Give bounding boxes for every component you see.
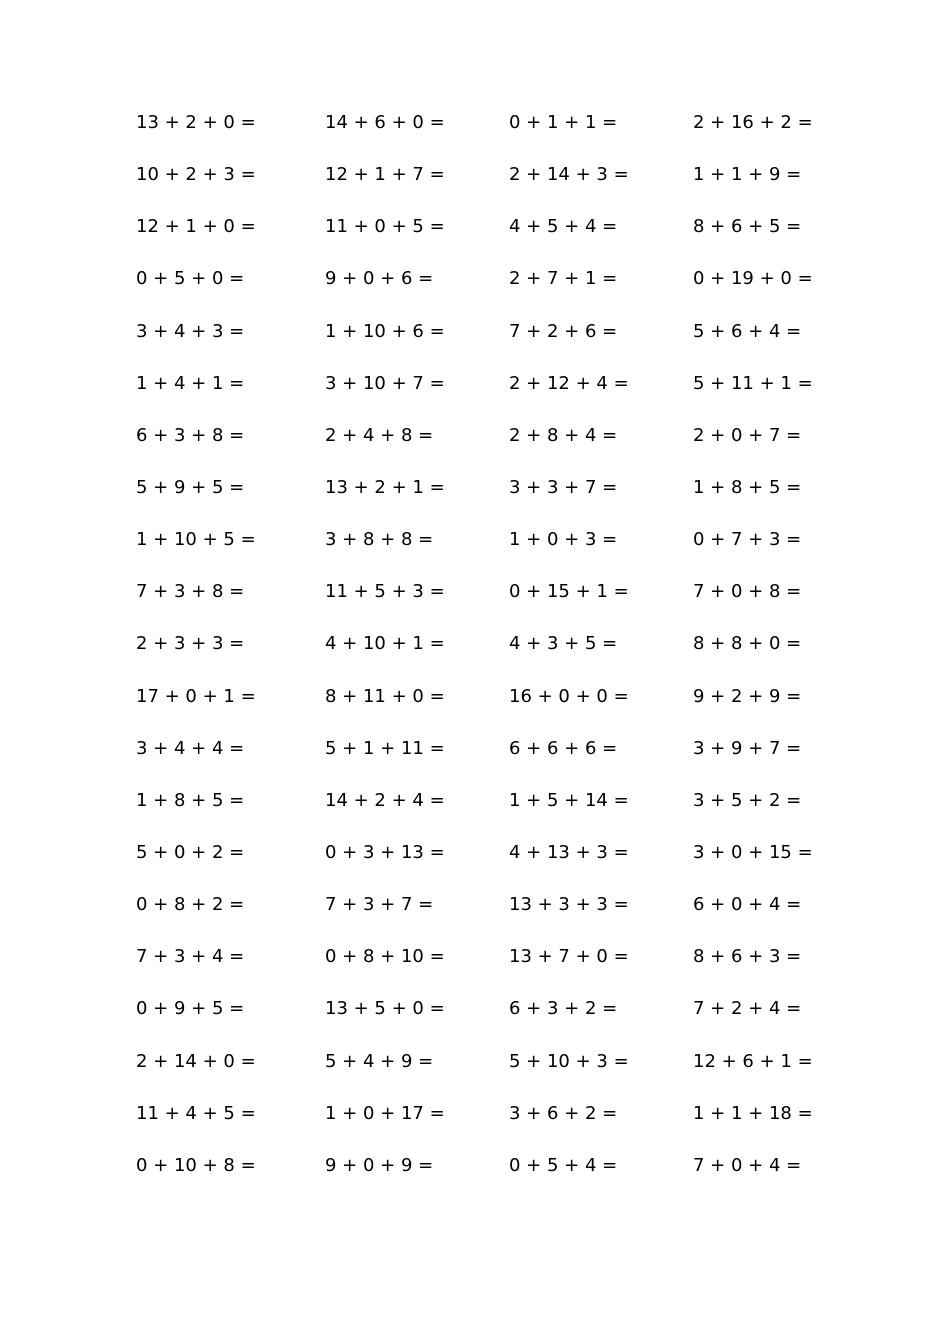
math-problem: 2 + 0 + 7 =: [693, 424, 802, 446]
math-problem: 0 + 8 + 10 =: [325, 946, 445, 968]
math-problem: 11 + 5 + 3 =: [325, 581, 445, 603]
math-problem: 2 + 4 + 8 =: [325, 424, 434, 446]
math-problem: 1 + 8 + 5 =: [693, 476, 802, 498]
math-problem: 1 + 5 + 14 =: [509, 789, 629, 811]
math-problem: 7 + 0 + 8 =: [693, 581, 802, 603]
math-problem: 2 + 12 + 4 =: [509, 372, 629, 394]
math-problem: 4 + 5 + 4 =: [509, 216, 618, 238]
math-problem: 17 + 0 + 1 =: [136, 685, 256, 707]
math-problem: 11 + 0 + 5 =: [325, 216, 445, 238]
math-problem: 4 + 10 + 1 =: [325, 633, 445, 655]
math-problem: 14 + 6 + 0 =: [325, 112, 445, 133]
math-problem: 1 + 4 + 1 =: [136, 372, 245, 394]
math-problem: 3 + 8 + 8 =: [325, 529, 434, 551]
math-problem: 14 + 2 + 4 =: [325, 789, 445, 811]
math-problem: 9 + 2 + 9 =: [693, 685, 802, 707]
math-problem: 6 + 3 + 2 =: [509, 998, 618, 1020]
math-problem: 5 + 10 + 3 =: [509, 1050, 629, 1072]
math-problem: 4 + 13 + 3 =: [509, 841, 629, 863]
math-problem: 8 + 11 + 0 =: [325, 685, 445, 707]
math-problem: 1 + 10 + 6 =: [325, 320, 445, 342]
math-problem: 1 + 0 + 3 =: [509, 529, 618, 551]
math-problem: 3 + 4 + 4 =: [136, 737, 245, 759]
math-problem: 9 + 0 + 9 =: [325, 1154, 434, 1176]
math-problem: 10 + 2 + 3 =: [136, 164, 256, 186]
math-problem: 2 + 7 + 1 =: [509, 268, 618, 290]
math-problem: 13 + 2 + 0 =: [136, 112, 256, 133]
math-problem: 1 + 8 + 5 =: [136, 789, 245, 811]
math-problem: 8 + 6 + 5 =: [693, 216, 802, 238]
math-problem: 0 + 15 + 1 =: [509, 581, 629, 603]
math-problem: 2 + 8 + 4 =: [509, 424, 618, 446]
math-problem: 3 + 6 + 2 =: [509, 1102, 618, 1124]
math-problem: 4 + 3 + 5 =: [509, 633, 618, 655]
math-problem: 2 + 14 + 3 =: [509, 164, 629, 186]
math-problem: 0 + 1 + 1 =: [509, 112, 618, 133]
math-problem: 12 + 6 + 1 =: [693, 1050, 813, 1072]
math-problem: 3 + 9 + 7 =: [693, 737, 802, 759]
math-problem: 16 + 0 + 0 =: [509, 685, 629, 707]
math-problem: 11 + 4 + 5 =: [136, 1102, 256, 1124]
math-problem: 12 + 1 + 0 =: [136, 216, 256, 238]
math-problem: 6 + 3 + 8 =: [136, 424, 245, 446]
math-problem: 0 + 9 + 5 =: [136, 998, 245, 1020]
math-problem: 2 + 3 + 3 =: [136, 633, 245, 655]
math-problem: 3 + 4 + 3 =: [136, 320, 245, 342]
math-problem: 0 + 8 + 2 =: [136, 894, 245, 916]
math-problem: 7 + 2 + 4 =: [693, 998, 802, 1020]
math-problem: 13 + 3 + 3 =: [509, 894, 629, 916]
problem-column-1: [136, 106, 256, 1201]
math-problem: 13 + 2 + 1 =: [325, 476, 445, 498]
math-problem: 3 + 3 + 7 =: [509, 476, 618, 498]
math-problem: 5 + 9 + 5 =: [136, 476, 245, 498]
math-problem: 1 + 10 + 5 =: [136, 529, 256, 551]
math-problem: 0 + 5 + 0 =: [136, 268, 245, 290]
math-problem: 0 + 7 + 3 =: [693, 529, 802, 551]
math-problem: 8 + 6 + 3 =: [693, 946, 802, 968]
math-problem: 3 + 5 + 2 =: [693, 789, 802, 811]
math-problem: 13 + 5 + 0 =: [325, 998, 445, 1020]
math-problem: 5 + 11 + 1 =: [693, 372, 813, 394]
math-problem: 8 + 8 + 0 =: [693, 633, 802, 655]
math-problem: 3 + 10 + 7 =: [325, 372, 445, 394]
problem-column-3: [509, 106, 629, 1201]
math-problem: 5 + 0 + 2 =: [136, 841, 245, 863]
problem-column-4: [693, 106, 813, 1201]
math-problem: 6 + 6 + 6 =: [509, 737, 618, 759]
math-problem: 9 + 0 + 6 =: [325, 268, 434, 290]
math-problem: 6 + 0 + 4 =: [693, 894, 802, 916]
math-problem: 0 + 19 + 0 =: [693, 268, 813, 290]
math-problem: 7 + 2 + 6 =: [509, 320, 618, 342]
math-problem: 7 + 3 + 4 =: [136, 946, 245, 968]
math-problem: 2 + 16 + 2 =: [693, 112, 813, 133]
math-problem: 7 + 0 + 4 =: [693, 1154, 802, 1176]
problem-column-2: [325, 106, 445, 1201]
math-problem: 0 + 3 + 13 =: [325, 841, 445, 863]
math-problem: 7 + 3 + 7 =: [325, 894, 434, 916]
math-problem: 5 + 6 + 4 =: [693, 320, 802, 342]
math-problem: 1 + 0 + 17 =: [325, 1102, 445, 1124]
math-problem: 12 + 1 + 7 =: [325, 164, 445, 186]
math-problem: 2 + 14 + 0 =: [136, 1050, 256, 1072]
math-problem: 3 + 0 + 15 =: [693, 841, 813, 863]
math-problem: 13 + 7 + 0 =: [509, 946, 629, 968]
math-problem: 5 + 1 + 11 =: [325, 737, 445, 759]
math-problem: 5 + 4 + 9 =: [325, 1050, 434, 1072]
math-problem: 0 + 5 + 4 =: [509, 1154, 618, 1176]
math-problem: 1 + 1 + 18 =: [693, 1102, 813, 1124]
math-problem: 7 + 3 + 8 =: [136, 581, 245, 603]
math-problem: 0 + 10 + 8 =: [136, 1154, 256, 1176]
math-problem: 1 + 1 + 9 =: [693, 164, 802, 186]
